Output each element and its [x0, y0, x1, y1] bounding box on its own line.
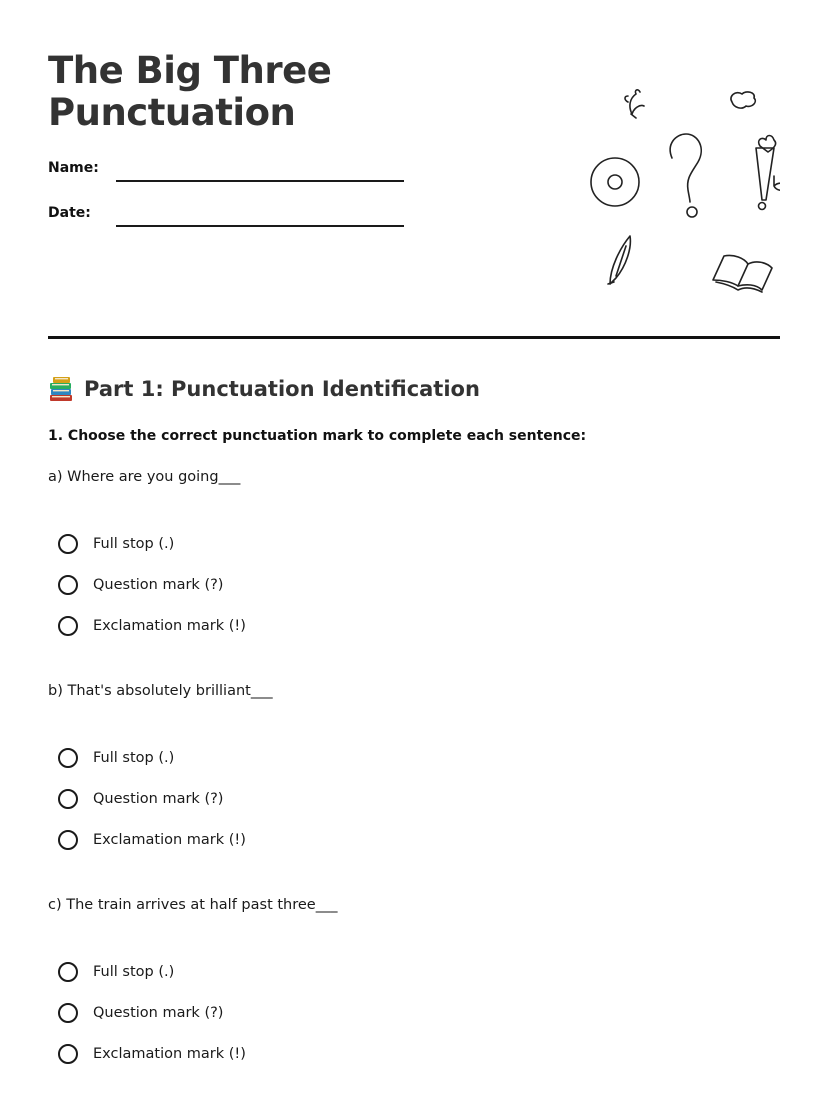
- date-label: Date:: [48, 205, 91, 221]
- option-question-mark[interactable]: [58, 786, 358, 812]
- section-heading-text: Part 1: Punctuation Identification: [84, 377, 480, 401]
- option-label: Full stop (.): [93, 536, 175, 552]
- open-book-icon: [713, 255, 772, 292]
- question-instruction: 1. Choose the correct punctuation mark to complete each sentence:: [48, 428, 587, 444]
- name-input-line[interactable]: [116, 180, 404, 182]
- option-label: Exclamation mark (!): [93, 618, 246, 634]
- title-line-2: Punctuation: [48, 91, 296, 134]
- option-label: Question mark (?): [93, 1005, 224, 1021]
- option-exclamation-mark[interactable]: [58, 827, 358, 853]
- option-question-mark[interactable]: [58, 1000, 358, 1026]
- option-label: Question mark (?): [93, 577, 224, 593]
- option-label: Exclamation mark (!): [93, 832, 246, 848]
- name-field[interactable]: [48, 156, 408, 186]
- letter-b-icon: [774, 176, 780, 190]
- full-stop-icon: [591, 158, 639, 206]
- option-exclamation-mark[interactable]: [58, 613, 358, 639]
- radio-button[interactable]: [58, 748, 78, 768]
- radio-button[interactable]: [58, 830, 78, 850]
- question-prompt: a) Where are you going___: [48, 469, 241, 485]
- radio-button[interactable]: [58, 789, 78, 809]
- option-label: Full stop (.): [93, 750, 175, 766]
- radio-button[interactable]: [58, 616, 78, 636]
- section-heading: [48, 373, 480, 405]
- option-full-stop[interactable]: [58, 531, 358, 557]
- radio-button[interactable]: [58, 575, 78, 595]
- punctuation-doodle-illustration: [536, 78, 780, 303]
- radio-button[interactable]: [58, 534, 78, 554]
- radio-button[interactable]: [58, 1044, 78, 1064]
- quill-pen-icon: [608, 236, 630, 284]
- option-label: Full stop (.): [93, 964, 175, 980]
- exclamation-mark-icon: [756, 148, 774, 210]
- section-divider: [48, 336, 780, 339]
- books-icon: [48, 375, 74, 403]
- option-full-stop[interactable]: [58, 745, 358, 771]
- option-exclamation-mark[interactable]: [58, 1041, 358, 1067]
- sprig-icon: [625, 90, 644, 118]
- option-label: Question mark (?): [93, 791, 224, 807]
- date-input-line[interactable]: [116, 225, 404, 227]
- name-label: Name:: [48, 160, 99, 176]
- question-mark-icon: [670, 134, 701, 217]
- date-field[interactable]: [48, 201, 408, 231]
- radio-button[interactable]: [58, 962, 78, 982]
- speech-bubble-icon: [731, 92, 755, 108]
- option-full-stop[interactable]: [58, 959, 358, 985]
- worksheet-page: [48, 0, 780, 1118]
- page-title: [48, 50, 468, 134]
- option-question-mark[interactable]: [58, 572, 358, 598]
- radio-button[interactable]: [58, 1003, 78, 1023]
- question-prompt: b) That's absolutely brilliant___: [48, 683, 273, 699]
- question-prompt: c) The train arrives at half past three___: [48, 897, 338, 913]
- option-label: Exclamation mark (!): [93, 1046, 246, 1062]
- title-line-1: The Big Three: [48, 49, 332, 92]
